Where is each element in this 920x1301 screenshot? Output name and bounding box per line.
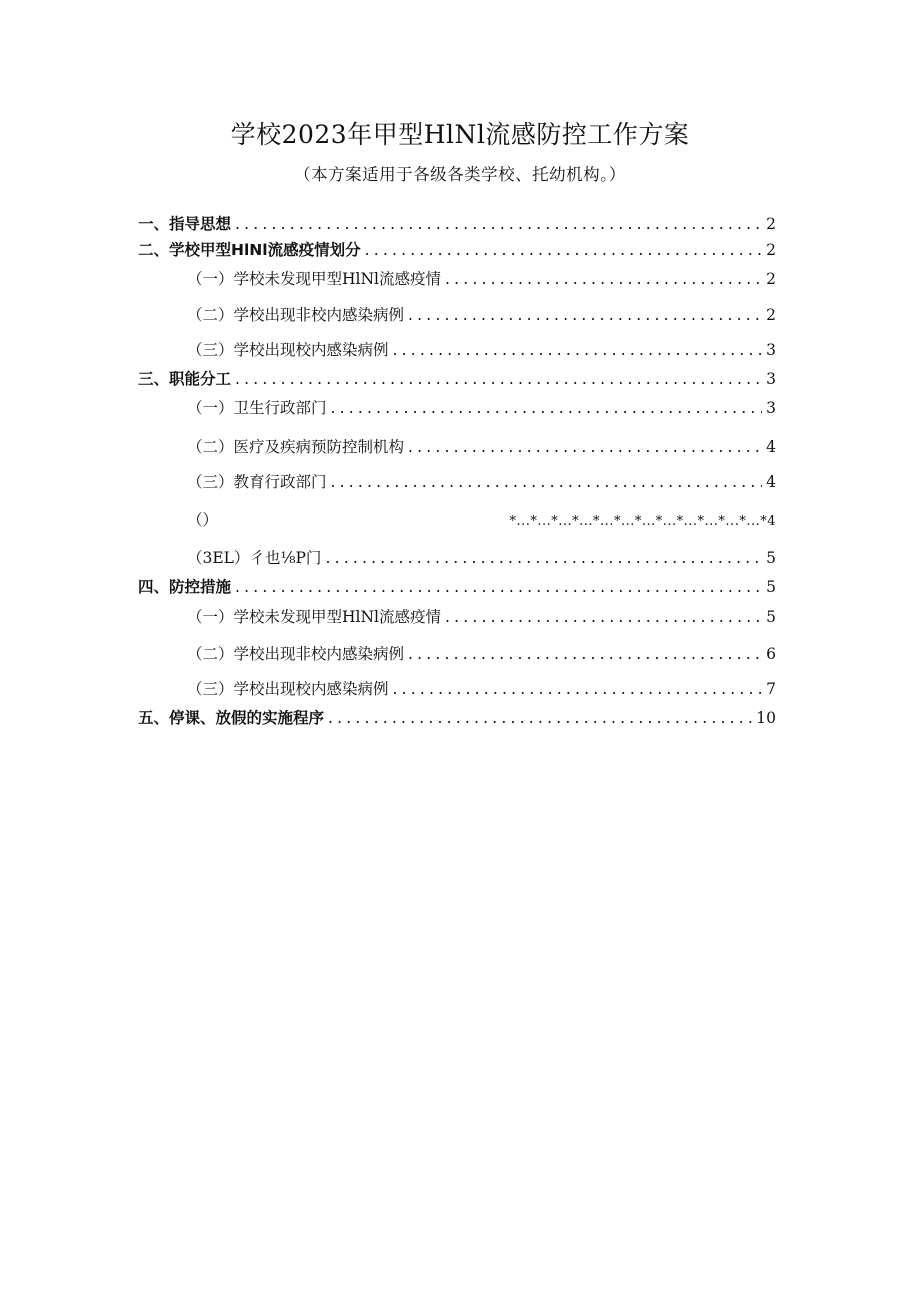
toc-leader-dots	[445, 268, 762, 290]
toc-entry-label: （三）学校出现校内感染病例	[187, 680, 389, 698]
toc-entry-label: 二、学校甲型HlNl流感疫情划分	[138, 241, 361, 259]
toc-entry-label: 一、指导思想	[138, 215, 232, 233]
document-subtitle: （本方案适用于各级各类学校、托幼机构。）	[294, 165, 626, 184]
toc-leader-dots	[331, 397, 763, 419]
toc-entry[interactable]	[187, 678, 776, 700]
toc-entry-label: （三）学校出现校内感染病例	[187, 341, 389, 359]
toc-leader-dots	[235, 213, 762, 235]
toc-entry-label: （二）医疗及疾病预防控制机构	[187, 438, 405, 456]
toc-entry[interactable]	[187, 304, 776, 326]
toc-entry[interactable]	[187, 606, 776, 628]
toc-leader-dots	[365, 239, 763, 261]
toc-page-number: 10	[756, 709, 776, 727]
toc-page-number: *...*...*...*...*...*...*...*...*...*...*...*...*4	[509, 514, 776, 529]
toc-page-number: 2	[766, 215, 776, 233]
toc-page-number: 2	[766, 241, 776, 259]
toc-page-number: 3	[766, 370, 776, 388]
toc-page-number: 6	[766, 645, 776, 663]
toc-leader-dots	[408, 436, 762, 458]
toc-entry[interactable]	[138, 213, 776, 235]
toc-leader-dots	[235, 576, 762, 598]
toc-entry[interactable]	[187, 397, 776, 419]
toc-entry-label: （二）学校出现非校内感染病例	[187, 306, 405, 324]
toc-page-number: 7	[766, 680, 776, 698]
toc-page-number: 2	[766, 270, 776, 288]
toc-entry-label: （）	[187, 511, 219, 529]
toc-page-number: 2	[766, 306, 776, 324]
document-title: 学校2023年甲型HlNl流感防控工作方案	[230, 120, 690, 149]
toc-entry[interactable]	[187, 436, 776, 458]
toc-page-number: 5	[766, 549, 776, 567]
toc-entry[interactable]	[187, 471, 776, 493]
toc-page-number: 5	[766, 608, 776, 626]
toc-entry-label: 四、防控措施	[138, 578, 232, 596]
toc-page-number: 3	[766, 399, 776, 417]
toc-entry[interactable]	[187, 268, 776, 290]
toc-leader-dots	[393, 339, 763, 361]
toc-leader-dots	[393, 678, 763, 700]
toc-page-number: 4	[766, 438, 776, 456]
toc-entry[interactable]	[138, 239, 776, 261]
toc-entry[interactable]	[138, 576, 776, 598]
toc-leader-dots	[408, 643, 762, 665]
toc-entry[interactable]	[187, 509, 776, 533]
toc-entry-label: （3EL）彳也⅛P门	[187, 549, 322, 567]
toc-leader-dots	[235, 368, 762, 390]
toc-entry-label: （一）学校未发现甲型HlNl流感疫情	[187, 608, 441, 626]
toc-entry[interactable]	[138, 368, 776, 390]
toc-entry[interactable]	[187, 643, 776, 665]
toc-leader-dots	[445, 606, 762, 628]
toc-entry-label: （一）学校未发现甲型HlNl流感疫情	[187, 270, 441, 288]
toc-page-number: 4	[766, 473, 776, 491]
toc-entry[interactable]	[138, 707, 776, 729]
toc-entry-label: （二）学校出现非校内感染病例	[187, 645, 405, 663]
toc-entry-label: （三）教育行政部门	[187, 473, 327, 491]
toc-leader-dots	[408, 304, 762, 326]
toc-entry-label: 五、停课、放假的实施程序	[138, 709, 325, 727]
toc-page-number: 3	[766, 341, 776, 359]
toc-leader-dots	[325, 547, 762, 569]
toc-page-number: 5	[766, 578, 776, 596]
toc-entry[interactable]	[187, 547, 776, 569]
toc-entry[interactable]	[187, 339, 776, 361]
toc-leader-dots	[328, 707, 752, 729]
toc-leader-dots	[331, 471, 763, 493]
toc-entry-label: （一）卫生行政部门	[187, 399, 327, 417]
toc-entry-label: 三、职能分工	[138, 370, 232, 388]
